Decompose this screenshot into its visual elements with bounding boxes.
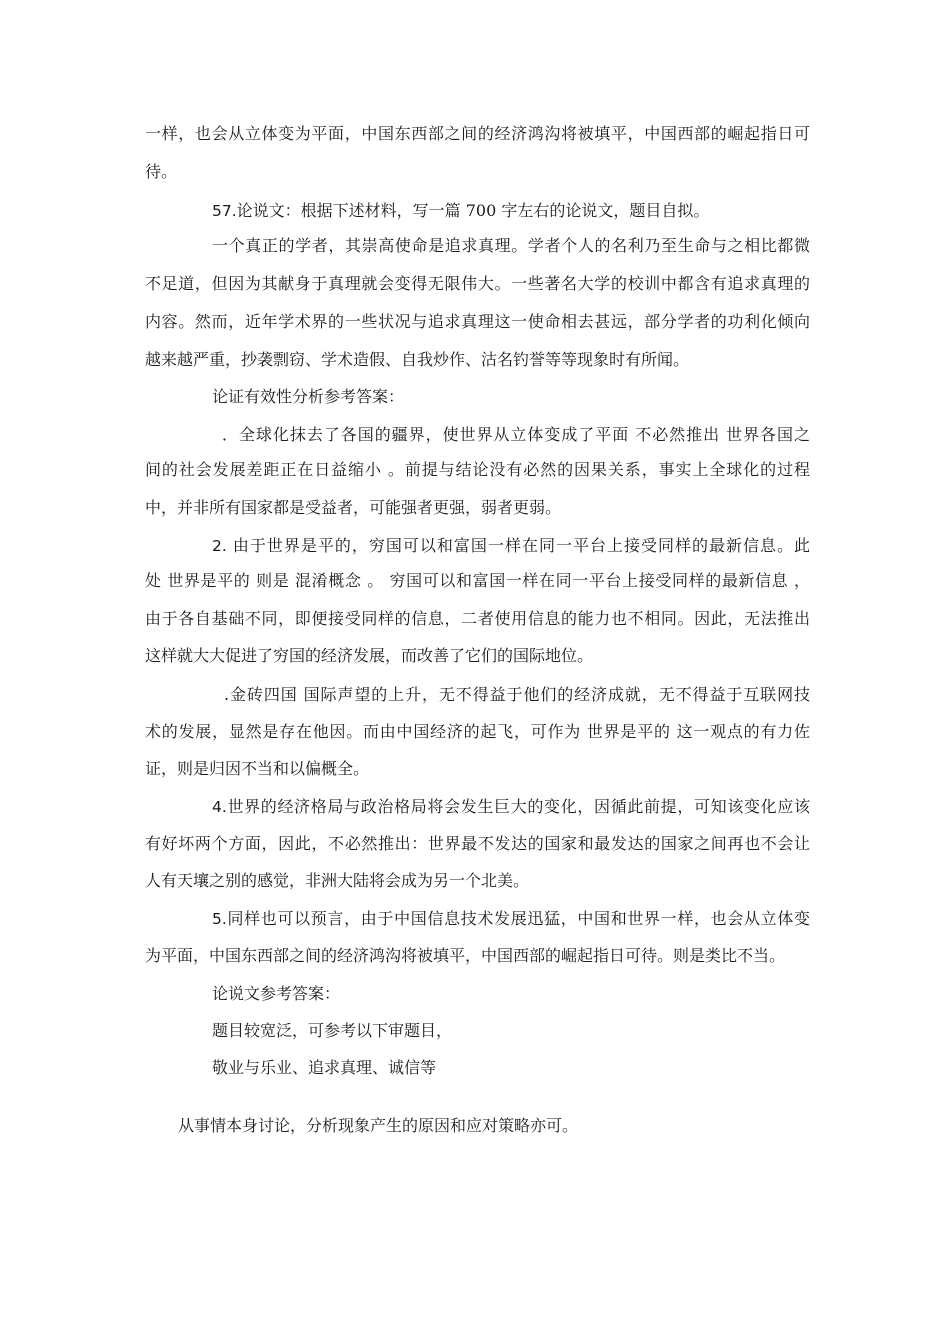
material-line-4: 越来越严重，抄袭剽窃、学术造假、自我炒作、沽名钓誉等等现象时有所闻。: [145, 350, 690, 369]
essay-line-1: 题目较宽泛，可参考以下审题目，: [212, 1021, 453, 1040]
point-number: 5.: [212, 910, 227, 928]
analysis-p3-line-2: 术的发展，显然是存在他因。而由中国经济的起飞，可作为 世界是平的 这一观点的有力佐: [145, 722, 810, 741]
essay-heading: 论说文参考答案：: [212, 984, 341, 1003]
point-text: 同样也可以预言，由于中国信息技术发展迅猛，中国和世界一样，也会从立体变: [226, 909, 810, 928]
analysis-p3-line-1: .金砖四国 国际声望的上升，无不得益于他们的经济成就，无不得益于互联网技: [224, 685, 810, 704]
analysis-p4-line-2: 有好坏两个方面，因此，不必然推出：世界最不发达的国家和最发达的国家之间再也不会让: [145, 834, 810, 853]
analysis-p2-line-3: 由于各自基础不同，即便接受同样的信息，二者使用信息的能力也不相同。因此，无法推出: [145, 609, 810, 628]
analysis-heading: 论证有效性分析参考答案：: [212, 387, 405, 406]
analysis-p4-line-1: [212, 797, 810, 817]
analysis-p5-line-1: [212, 909, 810, 929]
intro-line-2: 待。: [145, 162, 178, 181]
essay-line-3: 从事情本身讨论，分析现象产生的原因和应对策略亦可。: [178, 1116, 579, 1135]
material-line-3: 内容。然而，近年学术界的一些状况与追求真理这一使命相去甚远，部分学者的功利化倾向: [145, 312, 810, 331]
analysis-p1-line-2: 间的社会发展差距正在日益缩小 。前提与结论没有必然的因果关系，事实上全球化的过程: [145, 460, 810, 479]
point-text: 世界的经济格局与政治格局将会发生巨大的变化，因循此前提，可知该变化应该: [226, 797, 810, 816]
analysis-p3-line-3: 证，则是归因不当和以偏概全。: [145, 759, 370, 778]
analysis-p1-line-1: ．全球化抹去了各国的疆界，使世界从立体变成了平面 不必然推出 世界各国之: [222, 425, 810, 444]
material-line-2: 不足道，但因为其献身于真理就会变得无限伟大。一些著名大学的校训中都含有追求真理的: [145, 274, 810, 293]
analysis-p2-line-4: 这样就大大促进了穷国的经济发展，而改善了它们的国际地位。: [145, 646, 594, 665]
analysis-p1-line-3: 中，并非所有国家都是受益者，可能强者更强，弱者更弱。: [145, 498, 562, 517]
material-line-1: 一个真正的学者，其崇高使命是追求真理。学者个人的名利乃至生命与之相比都微: [212, 236, 810, 255]
analysis-p5-line-2: 为平面，中国东西部之间的经济鸿沟将被填平，中国西部的崛起指日可待。则是类比不当。: [145, 946, 786, 965]
essay-line-2: 敬业与乐业、追求真理、诚信等: [212, 1058, 437, 1077]
analysis-p4-line-3: 人有天壤之别的感觉，非洲大陆将会成为另一个北美。: [145, 871, 530, 890]
point-text: 由于世界是平的，穷国可以和富国一样在同一平台上接受同样的最新信息。此: [226, 536, 810, 555]
point-number: 4.: [212, 798, 227, 816]
analysis-p2-line-2: 处 世界是平的 则是 混淆概念 。 穷国可以和富国一样在同一平台上接受同样的最新信息 ，: [145, 571, 810, 590]
point-number: 2.: [212, 537, 227, 555]
question-number: 57.: [212, 202, 237, 220]
intro-line-1: 一样，也会从立体变为平面，中国东西部之间的经济鸿沟将被填平，中国西部的崛起指日可: [145, 124, 810, 143]
question-text: 论说文：根据下述材料，写一篇 700 字左右的论说文，题目自拟。: [236, 201, 710, 220]
analysis-p2-line-1: [212, 536, 810, 556]
question-57: [212, 201, 812, 221]
